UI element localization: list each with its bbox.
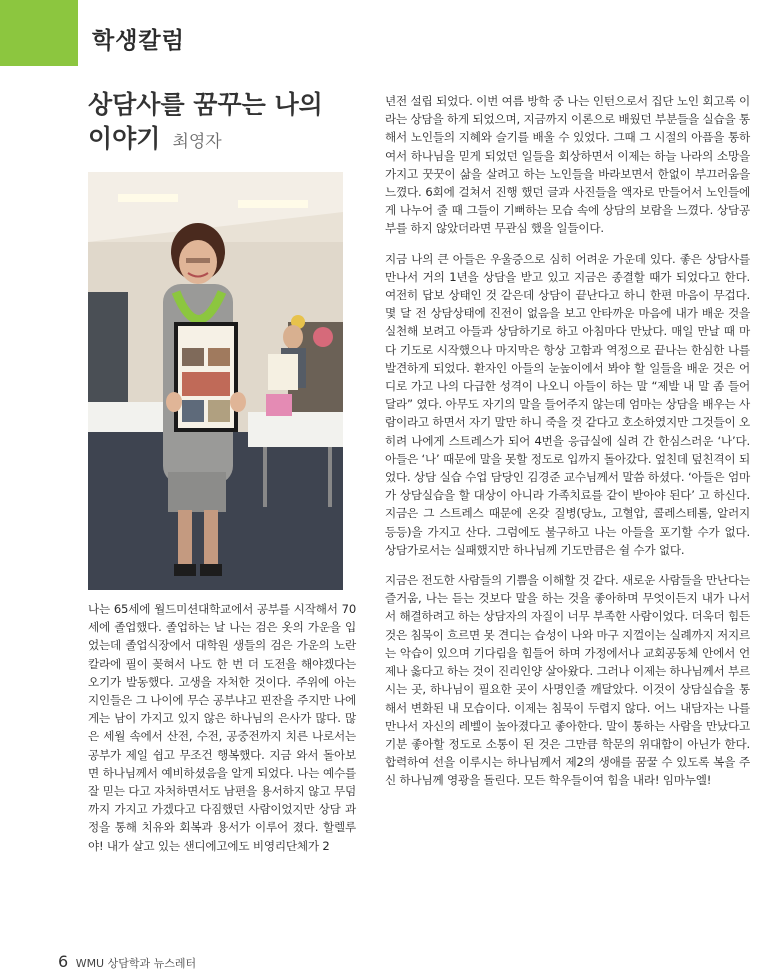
article-title [88,88,378,159]
article-title-line1: 상담사를 꿈꾸는 나의 [88,90,323,119]
left-paragraph-1: 나는 65세에 월드미션대학교에서 공부를 시작해서 70세에 졸업했다. 졸업하는 날 나는 검은 옷의 가운을 입었는데 졸업식장에서 대학원 생들의 검은 가운의 노란 칼라에 필이 꽂혀서 나도 한 번 더 도전을 해야겠다는 오기가 발동했다. 고생을 자처한 것이다. 주위에 아는 지인들은 그 나이에 무슨 공부냐고 핀잔을 주지만 나에게는 남이 가지고 있지 않은 하나님의 은사가 많다. 많은 세월 속에서 산전, 수전, 공중전까지 치른 나로서는 공부가 제일 쉽고 무조건 행복했다. 지금 와서 돌아보면 하나님께서 예비하셨음을 알게 되었다. 나는 예수를 잘 믿는 다고 자처하면서도 남편을 용서하지 않고 무덤까지 가지고 가겠다고 다짐했던 사람이었지만 상담 과정을 통해 치유와 회복과 용서가 이루어 졌다. 할렐루야! 내가 살고 있는 샌디에고에도 비영리단체가 2 [88,602,356,853]
right-paragraph-2: 지금 나의 큰 아들은 우울증으로 심히 어려운 가운데 있다. 좋은 상담사를 만나서 거의 1년을 상담을 받고 있고 지금은 종결할 때가 되었다고 한다. 여전히 답보 상태인 것 같은데 상담이 끝난다고 하니 한편 마음이 무겁다. 몇 달 전 상담상태에 진전이 없음을 보고 안타까운 마음에 내가 배운 것을 실천해 보려고 아들과 상담하기로 하고 아침마다 만났다. 매일 만날 때 마다 기도로 시작했으나 마지막은 항상 고함과 역정으로 끝나는 한심한 나를 발견하게 되었다. 환자인 아들의 눈높이에서 봐야 할 일들을 배운 것은 어디로 가고 나의 다급한 성격이 나오니 아들이 하는 말 “제발 내 말 좀 들어 달라” 였다. 아무도 자기의 말을 들어주지 않는데 엄마는 상담을 배우는 사람이라고 하면서 자기 말만 하니 죽을 것 같다고 호소하였지만 그것들이 오히려 나에게 스트레스가 되어 4번을 응급실에 실려 간 한심스러운 ‘나’다. 아들은 ‘나’ 때문에 말을 못할 정도로 입까지 돌아갔다. 엎친데 덮친격이 되었다. 상담 실습 수업 담당인 김경준 교수님께서 말씀 하셨다. ‘아들은 엄마가 상담실습을 할 대상이 아니라 가족치료를 같이 받아야 된다’ 고 하신다. 지금은 그 스트레스 때문에 온갖 질병(당뇨, 고혈압, 콜레스테롤, 알러지 등등)을 가지고 산다. 그럼에도 불구하고 나는 아들을 포기할 수가 없다. 상담가로서는 실패했지만 하나님께 기도만큼은 쉴 수가 없다. [385,251,750,557]
student-photo [88,172,343,590]
section-title: 학생칼럼 [92,28,185,54]
publication-name: WMU 상담학과 뉴스레터 [75,957,197,970]
article-title-line2: 이야기 [88,124,161,153]
section-color-tab [0,0,78,66]
article-author: 최영자 [172,132,222,152]
right-paragraph-3: 지금은 전도한 사람들의 기쁨을 이해할 것 같다. 새로운 사람들을 만난다는 즐거움, 나는 듣는 것보다 말을 하는 것을 좋아하며 무엇이든지 내가 나서서 해결하려고 하는 상담자의 자질이 너무 부족한 사람이었다. 더욱더 힘든 것은 침묵이 흐르면 못 견디는 습성이 나와 마구 지껄이는 실례까지 저지르는 악습이 있으며 기다림을 힘들어 하며 가정에서나 교회공동체 안에서 언제나 옳다고 하는 것이 진리인양 살아왔다. 그러나 이제는 하나님께서 부르시는 곳, 하나님이 필요한 곳이 사명인줄 깨달았다. 이것이 상담실습을 통해서 변화된 내 모습이다. 이제는 침묵이 두렵지 않다. 어느 내담자는 나를 만나서 자신의 레벨이 높아졌다고 좋아한다. 말이 통하는 사람을 만났다고 기분 좋아할 정도로 소통이 된 것은 그만큼 학문의 위대함이 아닌가 한다. 합력하여 선을 이루시는 하나님께서 제2의 생애를 꿈꿀 수 있도록 복을 주신 하나님께 영광을 돌린다. 모든 학우들이여 힘을 내라! 임마누엘! [385,573,750,788]
right-column [385,92,750,802]
left-column [88,600,356,867]
right-paragraph-1: 년전 설립 되었다. 이번 여름 방학 중 나는 인턴으로서 집단 노인 회고록 이라는 상담을 하게 되었으며, 지금까지 이론으로 배웠던 부분들을 실습을 통해서 노인들의 지혜와 슬기를 배울 수 있었다. 그때 그 시절의 아픔을 통하여서 하나님을 믿게 되었던 일들을 회상하면서 이제는 하늘 나라의 소망을 가지고 꿋꿋이 삶을 살려고 하는 노인들을 바라보면서 한없이 부끄러움을 느꼈다. 6회에 걸쳐서 진행 했던 글과 사진들을 액자로 만들어서 노인들에게 나누어 줄 때 그들이 기뻐하는 모습 속에 상담의 보람을 느꼈다. 상담공부를 하지 않았더라면 무관심 했을 일들이다. [385,94,750,236]
page-footer [58,952,196,971]
page-number: 6 [58,952,69,971]
